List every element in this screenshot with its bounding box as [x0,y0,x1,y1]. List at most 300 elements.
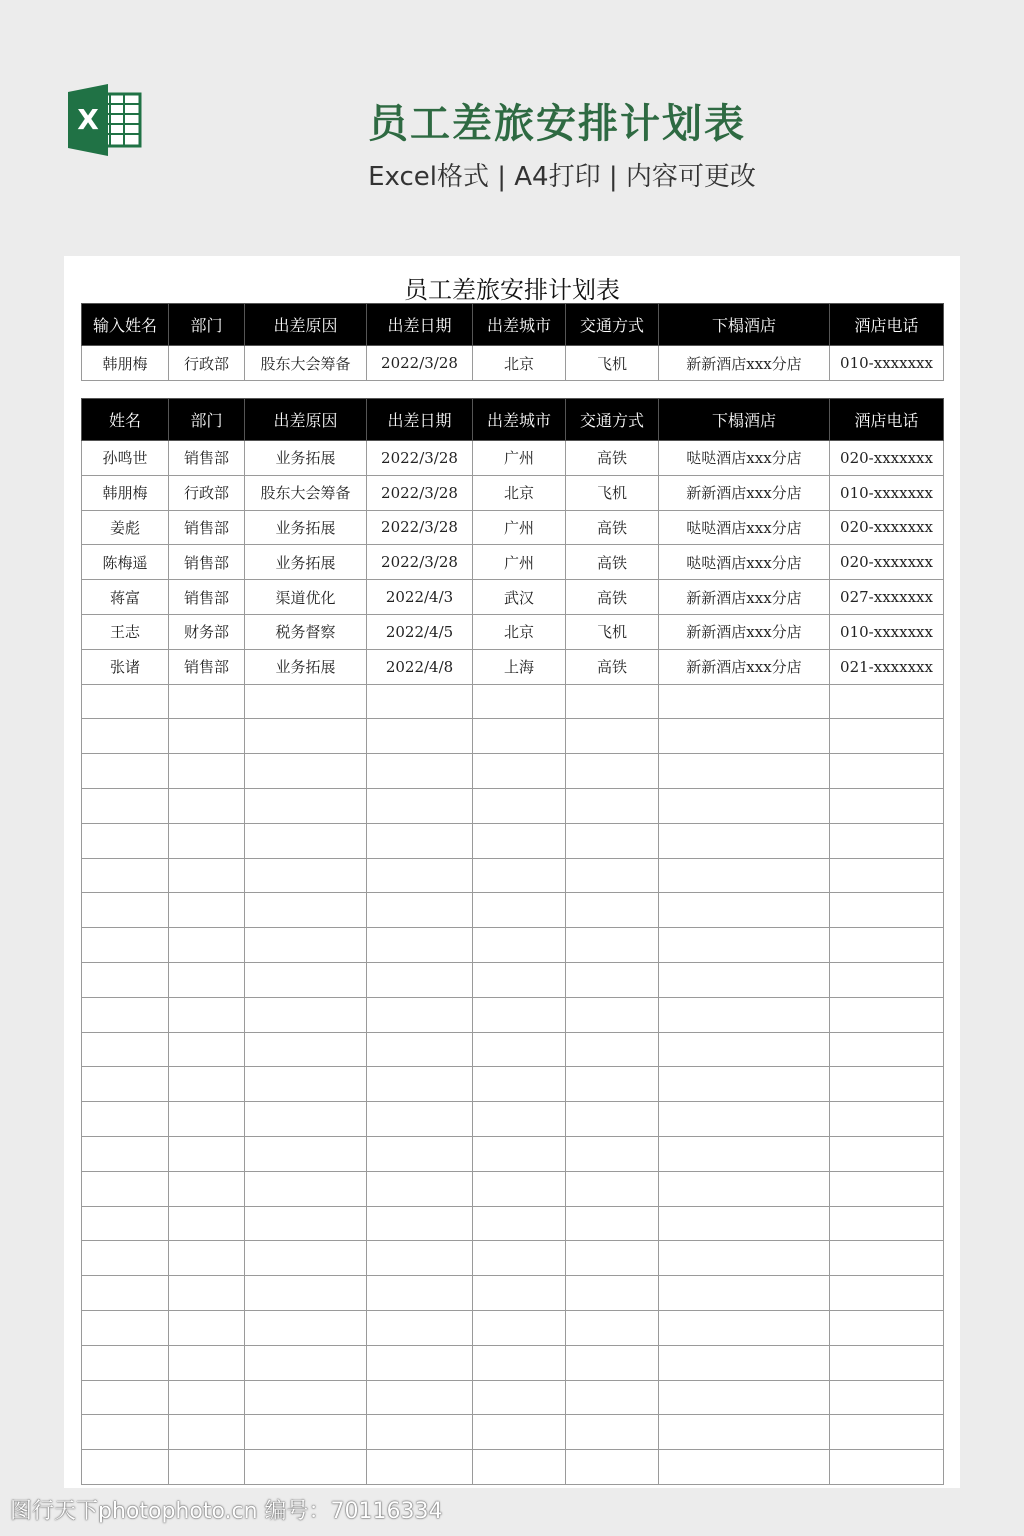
empty-cell[interactable] [245,962,367,997]
column-header: 出差原因 [245,304,367,346]
empty-cell[interactable] [169,1241,245,1276]
empty-cell[interactable] [169,1067,245,1102]
empty-table-row [82,1380,944,1415]
empty-cell[interactable] [659,684,830,719]
empty-cell[interactable] [245,1206,367,1241]
empty-cell[interactable] [245,684,367,719]
empty-cell[interactable] [169,893,245,928]
empty-cell[interactable] [659,754,830,789]
empty-cell[interactable] [245,1345,367,1380]
table-cell[interactable]: 高铁 [566,441,659,476]
empty-cell[interactable] [830,788,944,823]
empty-cell[interactable] [566,1067,659,1102]
table-cell[interactable]: 新新酒店xxx分店 [659,614,830,649]
empty-cell[interactable] [367,1067,473,1102]
empty-cell[interactable] [830,1102,944,1137]
empty-cell[interactable] [473,893,566,928]
table-cell[interactable]: 哒哒酒店xxx分店 [659,545,830,580]
column-header: 出差城市 [473,399,566,441]
empty-cell[interactable] [367,893,473,928]
empty-cell[interactable] [82,858,169,893]
empty-cell[interactable] [245,858,367,893]
table-cell[interactable]: 飞机 [566,475,659,510]
empty-cell[interactable] [367,1450,473,1485]
empty-cell[interactable] [82,684,169,719]
empty-cell[interactable] [245,754,367,789]
empty-cell[interactable] [830,1415,944,1450]
empty-cell[interactable] [169,997,245,1032]
empty-cell[interactable] [82,1415,169,1450]
empty-cell[interactable] [566,754,659,789]
empty-cell[interactable] [169,928,245,963]
empty-table-row [82,1415,944,1450]
empty-cell[interactable] [245,1102,367,1137]
empty-cell[interactable] [473,1310,566,1345]
table-cell[interactable]: 陈梅遥 [82,545,169,580]
empty-cell[interactable] [566,1102,659,1137]
empty-table-row [82,962,944,997]
table-row [82,580,944,615]
table-cell[interactable]: 销售部 [169,580,245,615]
empty-table-row [82,893,944,928]
empty-cell[interactable] [830,962,944,997]
empty-cell[interactable] [82,1032,169,1067]
empty-table-row [82,1241,944,1276]
empty-cell[interactable] [82,1380,169,1415]
empty-cell[interactable] [82,928,169,963]
empty-cell[interactable] [566,1345,659,1380]
empty-cell[interactable] [473,997,566,1032]
empty-cell[interactable] [367,1032,473,1067]
empty-cell[interactable] [82,1067,169,1102]
empty-cell[interactable] [367,788,473,823]
table-cell[interactable]: 2022/3/28 [367,475,473,510]
hero-subtitle: Excel格式 | A4打印 | 内容可更改 [368,162,756,192]
empty-cell[interactable] [473,754,566,789]
table-cell[interactable]: 销售部 [169,545,245,580]
table-cell[interactable]: 2022/4/8 [367,649,473,684]
table-cell[interactable]: 张诸 [82,649,169,684]
empty-cell[interactable] [659,823,830,858]
empty-cell[interactable] [830,858,944,893]
empty-cell[interactable] [566,928,659,963]
empty-table-row [82,1067,944,1102]
lookup-header-row [82,304,944,346]
empty-cell[interactable] [82,719,169,754]
empty-table-row [82,1102,944,1137]
empty-cell[interactable] [367,754,473,789]
empty-cell[interactable] [473,1241,566,1276]
empty-cell[interactable] [169,1310,245,1345]
empty-cell[interactable] [830,1450,944,1485]
empty-table-row [82,928,944,963]
empty-cell[interactable] [473,1171,566,1206]
empty-cell[interactable] [566,1380,659,1415]
empty-cell[interactable] [659,962,830,997]
empty-cell[interactable] [659,1241,830,1276]
empty-cell[interactable] [367,684,473,719]
table-cell[interactable]: 蒋富 [82,580,169,615]
empty-cell[interactable] [82,823,169,858]
empty-cell[interactable] [659,1067,830,1102]
empty-cell[interactable] [830,1241,944,1276]
table-cell[interactable]: 027-xxxxxxx [830,580,944,615]
table-cell[interactable]: 业务拓展 [245,441,367,476]
table-cell[interactable]: 股东大会筹备 [245,475,367,510]
table-cell[interactable]: 020-xxxxxxx [830,545,944,580]
empty-cell[interactable] [169,962,245,997]
empty-cell[interactable] [566,1241,659,1276]
empty-cell[interactable] [367,1276,473,1311]
empty-cell[interactable] [473,684,566,719]
empty-cell[interactable] [830,997,944,1032]
empty-cell[interactable] [473,788,566,823]
empty-table-row [82,1032,944,1067]
table-cell[interactable]: 北京 [473,614,566,649]
table-cell[interactable]: 哒哒酒店xxx分店 [659,510,830,545]
table-cell[interactable]: 税务督察 [245,614,367,649]
empty-cell[interactable] [169,1102,245,1137]
empty-cell[interactable] [245,1171,367,1206]
column-header: 下榻酒店 [659,304,830,346]
table-cell[interactable]: 业务拓展 [245,649,367,684]
empty-cell[interactable] [659,788,830,823]
lookup-row [82,346,944,381]
table-cell[interactable]: 武汉 [473,580,566,615]
table-cell[interactable]: 姜彪 [82,510,169,545]
empty-cell[interactable] [473,1345,566,1380]
empty-cell[interactable] [566,684,659,719]
empty-cell[interactable] [367,1136,473,1171]
table-cell: 北京 [473,346,566,381]
empty-cell[interactable] [367,1380,473,1415]
lookup-table [81,303,944,381]
table-cell[interactable]: 2022/3/28 [367,545,473,580]
empty-cell[interactable] [169,823,245,858]
empty-cell[interactable] [82,997,169,1032]
empty-cell[interactable] [830,684,944,719]
table-cell[interactable]: 2022/3/28 [367,441,473,476]
table-cell[interactable]: 020-xxxxxxx [830,510,944,545]
empty-cell[interactable] [566,1415,659,1450]
empty-cell[interactable] [169,754,245,789]
empty-cell[interactable] [169,1276,245,1311]
column-header: 姓名 [82,399,169,441]
empty-cell[interactable] [169,1032,245,1067]
empty-cell[interactable] [169,858,245,893]
column-header: 部门 [169,399,245,441]
empty-cell[interactable] [473,1102,566,1137]
table-cell[interactable]: 业务拓展 [245,545,367,580]
empty-cell[interactable] [245,928,367,963]
empty-cell[interactable] [245,1380,367,1415]
empty-cell[interactable] [473,1136,566,1171]
table-cell[interactable]: 新新酒店xxx分店 [659,649,830,684]
table-cell[interactable]: 行政部 [169,475,245,510]
table-cell[interactable]: 销售部 [169,649,245,684]
empty-cell[interactable] [830,1032,944,1067]
table-cell[interactable]: 孙鸣世 [82,441,169,476]
table-cell[interactable]: 2022/3/28 [367,510,473,545]
travel-table [81,398,944,1485]
table-cell[interactable]: 销售部 [169,510,245,545]
column-header: 下榻酒店 [659,399,830,441]
empty-cell[interactable] [566,962,659,997]
empty-cell[interactable] [566,1032,659,1067]
empty-cell[interactable] [367,823,473,858]
empty-cell[interactable] [659,1136,830,1171]
empty-cell[interactable] [82,1171,169,1206]
empty-cell[interactable] [830,719,944,754]
table-cell[interactable]: 2022/4/5 [367,614,473,649]
table-cell[interactable]: 上海 [473,649,566,684]
empty-cell[interactable] [830,1276,944,1311]
table-cell[interactable]: 哒哒酒店xxx分店 [659,441,830,476]
empty-cell[interactable] [367,962,473,997]
empty-table-row [82,1450,944,1485]
empty-cell[interactable] [367,997,473,1032]
empty-cell[interactable] [169,684,245,719]
empty-cell[interactable] [245,893,367,928]
column-header: 出差日期 [367,399,473,441]
name-input-cell[interactable]: 韩朋梅 [82,346,169,381]
empty-cell[interactable] [245,1450,367,1485]
empty-cell[interactable] [169,1206,245,1241]
empty-cell[interactable] [367,1171,473,1206]
empty-table-row [82,754,944,789]
empty-cell[interactable] [659,858,830,893]
column-header: 酒店电话 [830,399,944,441]
table-cell[interactable]: 广州 [473,510,566,545]
empty-cell[interactable] [659,928,830,963]
table-row [82,441,944,476]
empty-table-row [82,858,944,893]
empty-cell[interactable] [245,719,367,754]
empty-cell[interactable] [830,823,944,858]
empty-cell[interactable] [659,1032,830,1067]
empty-cell[interactable] [245,1241,367,1276]
empty-cell[interactable] [245,1032,367,1067]
empty-cell[interactable] [245,788,367,823]
empty-cell[interactable] [830,1067,944,1102]
empty-cell[interactable] [473,1032,566,1067]
table-row [82,510,944,545]
empty-cell[interactable] [830,1380,944,1415]
empty-cell[interactable] [659,1310,830,1345]
empty-cell[interactable] [82,788,169,823]
empty-table-row [82,1136,944,1171]
empty-cell[interactable] [830,928,944,963]
empty-table-row [82,997,944,1032]
table-cell: 010-xxxxxxx [830,346,944,381]
table-row [82,545,944,580]
empty-cell[interactable] [659,1415,830,1450]
empty-cell[interactable] [82,1276,169,1311]
empty-cell[interactable] [566,823,659,858]
empty-cell[interactable] [473,823,566,858]
empty-cell[interactable] [566,997,659,1032]
empty-cell[interactable] [367,1415,473,1450]
empty-cell[interactable] [473,858,566,893]
column-header: 出差城市 [473,304,566,346]
column-header: 部门 [169,304,245,346]
table-cell[interactable]: 高铁 [566,649,659,684]
table-cell[interactable]: 财务部 [169,614,245,649]
empty-cell[interactable] [473,1380,566,1415]
empty-cell[interactable] [830,1206,944,1241]
empty-cell[interactable] [473,962,566,997]
column-header: 交通方式 [566,399,659,441]
table-cell: 飞机 [566,346,659,381]
empty-cell[interactable] [169,1380,245,1415]
table-cell[interactable]: 021-xxxxxxx [830,649,944,684]
empty-cell[interactable] [566,1171,659,1206]
table-cell[interactable]: 王志 [82,614,169,649]
empty-cell[interactable] [367,1241,473,1276]
table-cell: 新新酒店xxx分店 [659,346,830,381]
empty-cell[interactable] [82,893,169,928]
table-cell[interactable]: 010-xxxxxxx [830,614,944,649]
empty-cell[interactable] [367,858,473,893]
table-cell[interactable]: 新新酒店xxx分店 [659,580,830,615]
empty-cell[interactable] [367,928,473,963]
table-cell: 股东大会筹备 [245,346,367,381]
empty-cell[interactable] [659,1206,830,1241]
table-cell[interactable]: 渠道优化 [245,580,367,615]
table-cell[interactable]: 高铁 [566,545,659,580]
empty-cell[interactable] [473,1415,566,1450]
empty-cell[interactable] [473,928,566,963]
empty-cell[interactable] [367,1345,473,1380]
empty-cell[interactable] [566,1310,659,1345]
table-cell[interactable]: 新新酒店xxx分店 [659,475,830,510]
empty-cell[interactable] [659,893,830,928]
empty-cell[interactable] [830,1345,944,1380]
empty-cell[interactable] [659,1380,830,1415]
empty-cell[interactable] [659,1171,830,1206]
empty-cell[interactable] [566,719,659,754]
hero-title: 员工差旅安排计划表 [368,101,746,147]
column-header: 出差日期 [367,304,473,346]
excel-icon-letter: X [77,103,99,136]
empty-cell[interactable] [830,1171,944,1206]
table-cell[interactable]: 广州 [473,441,566,476]
empty-cell[interactable] [830,1310,944,1345]
empty-cell[interactable] [82,754,169,789]
empty-table-row [82,719,944,754]
empty-cell[interactable] [245,823,367,858]
empty-cell[interactable] [473,1276,566,1311]
empty-table-row [82,1276,944,1311]
empty-cell[interactable] [367,1310,473,1345]
empty-cell[interactable] [566,893,659,928]
travel-header-row [82,399,944,441]
empty-cell[interactable] [473,1206,566,1241]
empty-cell[interactable] [659,719,830,754]
empty-cell[interactable] [473,1067,566,1102]
empty-cell[interactable] [367,719,473,754]
empty-cell[interactable] [245,1136,367,1171]
empty-table-row [82,1345,944,1380]
empty-cell[interactable] [82,1450,169,1485]
empty-cell[interactable] [659,1450,830,1485]
empty-cell[interactable] [169,1450,245,1485]
empty-cell[interactable] [82,1345,169,1380]
empty-cell[interactable] [659,1276,830,1311]
empty-cell[interactable] [566,1276,659,1311]
column-header: 酒店电话 [830,304,944,346]
table-cell[interactable]: 销售部 [169,441,245,476]
empty-cell[interactable] [473,1450,566,1485]
empty-cell[interactable] [367,1102,473,1137]
sheet-title: 员工差旅安排计划表 [404,276,620,304]
table-cell[interactable]: 2022/4/3 [367,580,473,615]
empty-cell[interactable] [169,1171,245,1206]
empty-cell[interactable] [82,1136,169,1171]
table-cell[interactable]: 广州 [473,545,566,580]
table-cell[interactable]: 高铁 [566,580,659,615]
empty-cell[interactable] [245,1415,367,1450]
empty-cell[interactable] [169,719,245,754]
empty-table-row [82,684,944,719]
empty-cell[interactable] [169,1415,245,1450]
empty-cell[interactable] [830,1136,944,1171]
empty-cell[interactable] [82,1241,169,1276]
empty-cell[interactable] [169,1345,245,1380]
empty-cell[interactable] [566,1450,659,1485]
empty-cell[interactable] [245,1310,367,1345]
table-cell: 2022/3/28 [367,346,473,381]
table-cell[interactable]: 韩朋梅 [82,475,169,510]
empty-cell[interactable] [245,1276,367,1311]
table-cell[interactable]: 010-xxxxxxx [830,475,944,510]
empty-cell[interactable] [473,719,566,754]
table-cell[interactable]: 飞机 [566,614,659,649]
empty-cell[interactable] [82,962,169,997]
empty-cell[interactable] [245,997,367,1032]
empty-cell[interactable] [566,788,659,823]
column-header: 交通方式 [566,304,659,346]
table-row [82,649,944,684]
empty-cell[interactable] [169,788,245,823]
empty-table-row [82,1171,944,1206]
empty-cell[interactable] [82,1102,169,1137]
empty-cell[interactable] [659,997,830,1032]
empty-cell[interactable] [82,1206,169,1241]
empty-table-row [82,788,944,823]
empty-cell[interactable] [245,1067,367,1102]
empty-cell[interactable] [830,754,944,789]
table-row [82,614,944,649]
empty-cell[interactable] [659,1102,830,1137]
empty-cell[interactable] [659,1345,830,1380]
table-cell[interactable]: 高铁 [566,510,659,545]
empty-cell[interactable] [82,1310,169,1345]
empty-table-row [82,823,944,858]
table-cell[interactable]: 北京 [473,475,566,510]
empty-cell[interactable] [566,1206,659,1241]
empty-cell[interactable] [169,1136,245,1171]
empty-cell[interactable] [830,893,944,928]
empty-cell[interactable] [367,1206,473,1241]
empty-cell[interactable] [566,1136,659,1171]
column-header: 出差原因 [245,399,367,441]
empty-cell[interactable] [566,858,659,893]
table-cell[interactable]: 020-xxxxxxx [830,441,944,476]
watermark: 图行天下photophoto.cn 编号：70116334 [10,1499,443,1524]
table-cell[interactable]: 业务拓展 [245,510,367,545]
column-header: 输入姓名 [82,304,169,346]
